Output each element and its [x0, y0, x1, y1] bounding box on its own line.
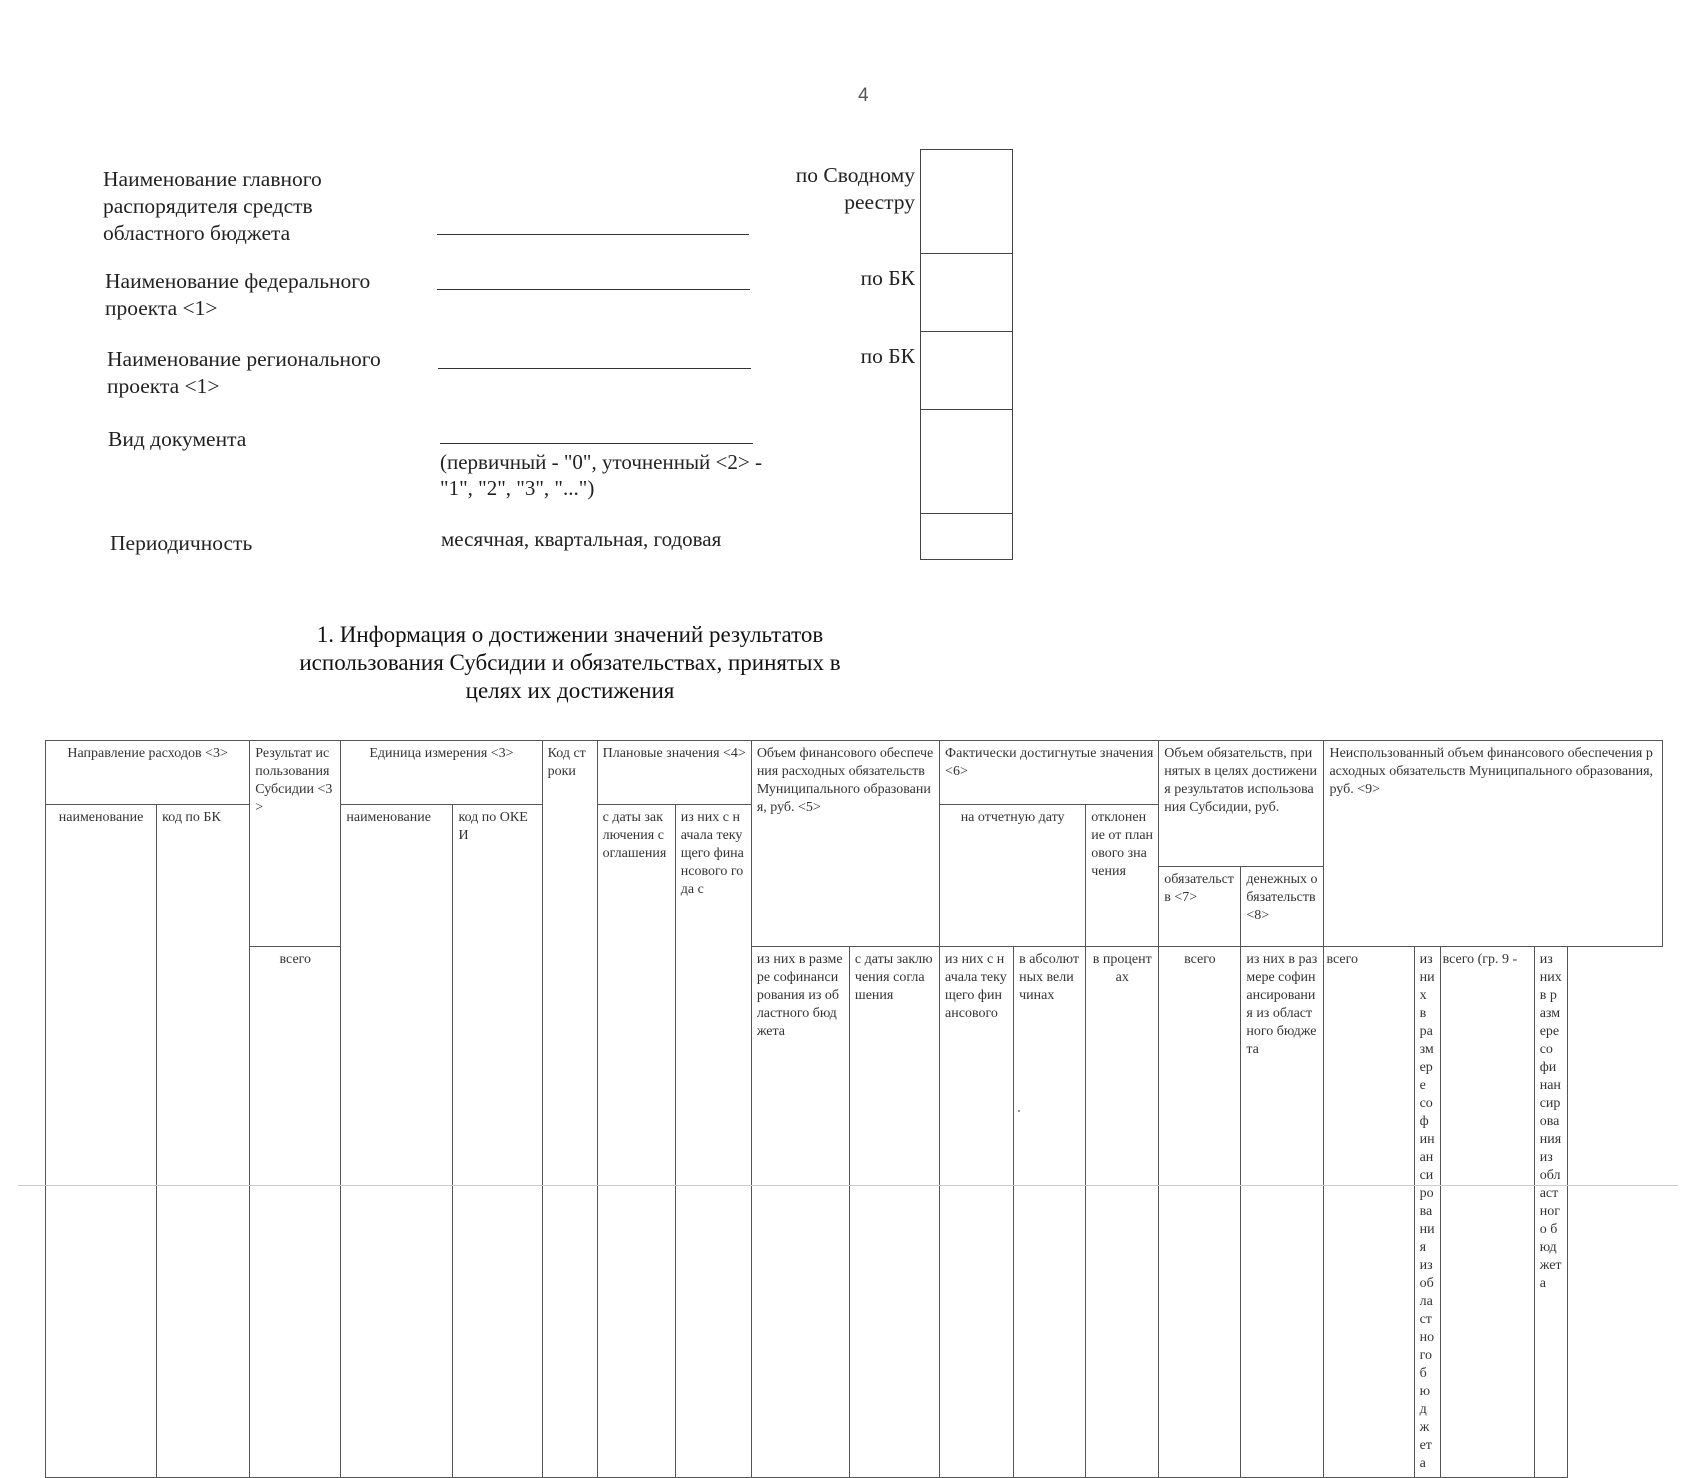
registry-code-cell[interactable]: [921, 150, 1012, 254]
codes-box: [920, 149, 1013, 560]
th-unused-total-2: всего (гр. 9 -: [1440, 947, 1534, 1478]
bk-code-cell-1[interactable]: [921, 253, 1012, 332]
th-bk-code: код по БК: [157, 805, 250, 1478]
th-percent: в процентах: [1086, 947, 1159, 1478]
th-deviation: отклонение от планового значения: [1086, 805, 1159, 947]
bk-code-cell-2[interactable]: [921, 331, 1012, 410]
th-obligations: Объем обязательств, принятых в целях достижения результатов использования Субсидии, руб.: [1159, 741, 1324, 867]
page-bottom-rule: [18, 1185, 1678, 1186]
bk-code-label-2: по БК: [860, 344, 915, 368]
th-unused-cofin-1: из них в размере софинансирования из областного бюджета: [1241, 947, 1324, 1478]
th-plan-from-agreement: с даты заключения соглашения: [597, 805, 675, 1478]
th-actual-from-year-start: из них с начала текущего финансового: [940, 947, 1014, 1478]
th-plan-values: Плановые значения <4>: [597, 741, 751, 805]
th-name: наименование: [46, 805, 157, 1478]
scan-speck: [1018, 1110, 1020, 1112]
regional-project-label: Наименование регионального проекта <1>: [107, 347, 381, 398]
main-manager-label: Наименование главного распорядителя средств областного бюджета: [103, 167, 322, 245]
section-title: 1. Информация о достижении значений результатов использования Субсидии и обязательствах, принятых в целях их достижения: [299, 622, 841, 703]
main-manager-field-line[interactable]: [437, 234, 749, 235]
bk-code-label-1: по БК: [860, 266, 915, 290]
th-unused: Неиспользованный объем финансового обеспечения расходных обязательств Муниципального образования, руб. <9>: [1324, 741, 1663, 947]
periodicity-label: Периодичность: [110, 531, 253, 555]
th-actual-values: Фактически достигнутые значения <6>: [940, 741, 1159, 805]
th-unit: Единица измерения <3>: [341, 741, 542, 805]
doc-type-code-cell[interactable]: [921, 409, 1012, 514]
page-number: 4: [858, 85, 869, 106]
doc-type-field-line[interactable]: [440, 443, 753, 444]
th-unused-cofin-3: из них в размере софинансирования из областного бюджета: [1534, 947, 1567, 1478]
th-unit-name: наименование: [341, 805, 453, 1478]
th-subsidy-result: Результат использования Субсидии <3>: [250, 741, 341, 947]
th-actual-on-date: на отчетную дату: [940, 805, 1086, 947]
doc-type-label: Вид документа: [108, 427, 247, 451]
th-expense-direction: Направление расходов <3>: [46, 741, 250, 805]
federal-project-label: Наименование федерального проекта <1>: [105, 269, 371, 320]
th-plan-from-year-start: из них с начала текущего финансового года с: [675, 805, 751, 1478]
th-financing-volume: Объем финансового обеспечения расходных обязательств Муниципального образования, руб. <5>: [751, 741, 939, 947]
federal-project-field-line[interactable]: [437, 289, 750, 290]
regional-project-field-line[interactable]: [438, 368, 751, 369]
th-actual-from-agreement: с даты заключения соглашения: [849, 947, 939, 1478]
th-fin-cofin: из них в размере софинансирования из областного бюджета: [751, 947, 849, 1478]
doc-type-hint: (первичный - "0", уточненный <2> - "1", "2", "3", "..."): [440, 450, 762, 500]
th-okei-code: код по ОКЕИ: [453, 805, 542, 1478]
th-unused-total-1: всего: [1324, 947, 1414, 1478]
th-obligations-7: обязательств <7>: [1159, 867, 1241, 947]
th-row-code: Код строки: [542, 741, 597, 1478]
th-fin-total: всего: [250, 947, 341, 1478]
th-unused-cofin-2: из них в размере софинансирования из областного бюджета: [1414, 947, 1440, 1478]
th-deviation-abs: в абсолютных величинах: [1014, 947, 1086, 1478]
th-money-obligations-8: денежных обязательств <8>: [1241, 867, 1324, 947]
results-table: [45, 740, 1663, 1478]
periodicity-value: месячная, квартальная, годовая: [441, 527, 722, 551]
th-obl-total: всего: [1159, 947, 1241, 1478]
registry-code-label: по Сводному реестру: [795, 163, 915, 214]
periodicity-code-cell[interactable]: [921, 513, 1012, 559]
